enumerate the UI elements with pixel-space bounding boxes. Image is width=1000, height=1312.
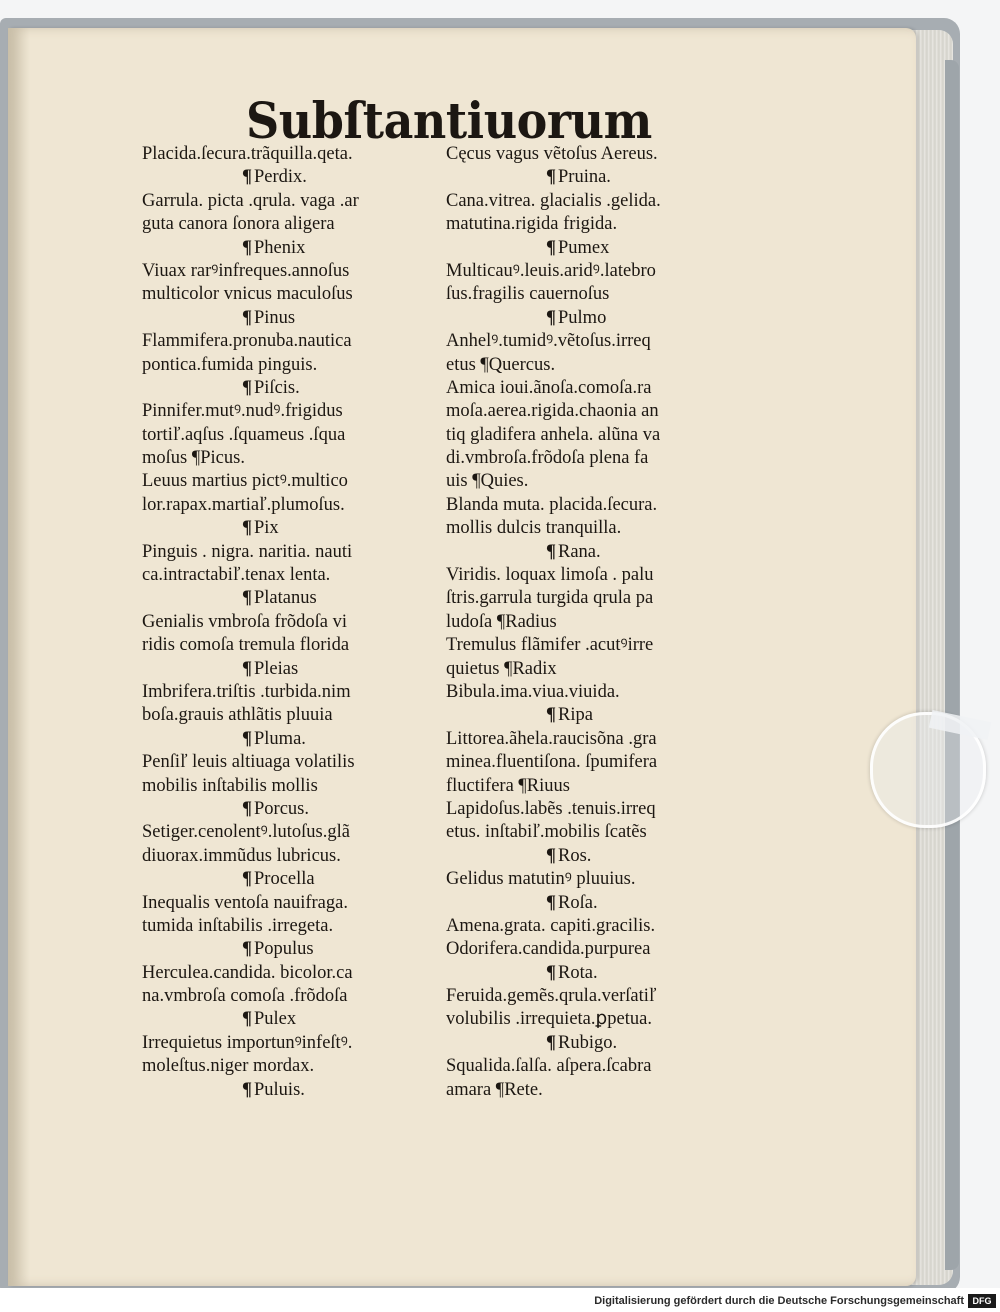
entry-heading: ¶ Piſcis. — [142, 377, 442, 400]
entry-heading: ¶ Platanus — [142, 587, 442, 610]
text-line: ca.intractabiľ.tenax lenta. — [142, 565, 331, 586]
entry-heading: ¶ Puluis. — [142, 1079, 442, 1102]
entry-heading: ¶ Populus — [142, 938, 442, 961]
entry-heading: ¶ Pumex — [446, 237, 736, 260]
text-line: lor.rapax.martiaľ.plumoſus. — [142, 494, 345, 515]
text-line: moſus ¶Picus. — [142, 448, 245, 469]
text-line: moleſtus.niger mordax. — [142, 1056, 315, 1077]
entry-heading: ¶ Rana. — [446, 541, 736, 564]
text-line: Placida.ſecura.trãquilla.qeta. — [142, 144, 353, 164]
entry-heading: ¶ Ros. — [446, 845, 736, 868]
page-heading: Subſtantiuorum — [246, 91, 652, 150]
text-line: Anhelꝰ.tumidꝰ.vẽtoſus.irreq — [446, 331, 651, 352]
left-column — [142, 143, 442, 1102]
text-line: ridis comoſa tremula florida — [142, 635, 350, 656]
text-line: moſa.aerea.rigida.chaonia an — [446, 401, 659, 422]
entry-heading: ¶ Pinus — [142, 307, 442, 330]
entry-heading: ¶ Procella — [142, 868, 442, 891]
text-line: Leuus martius pictꝰ.multico — [142, 471, 348, 492]
entry-heading: ¶ Pulmo — [446, 307, 736, 330]
entry-heading: ¶ Pruina. — [446, 166, 736, 189]
text-line: volubilis .irrequieta.ꝑpetua. — [446, 1009, 652, 1030]
footer-bar — [0, 1288, 1000, 1312]
text-line: Amena.grata. capiti.gracilis. — [446, 915, 656, 936]
entry-heading: ¶ Roſa. — [446, 892, 736, 915]
text-line: ſus.fragilis cauernoſus — [446, 284, 610, 305]
entry-heading: ¶ Pluma. — [142, 728, 442, 751]
text-line: Bibula.ima.viua.viuida. — [446, 681, 620, 702]
text-line: Viridis. loquax limoſa . palu — [446, 565, 654, 586]
entry-heading: ¶ Porcus. — [142, 798, 442, 821]
text-line: Inequalis ventoſa nauifraga. — [142, 892, 348, 913]
text-line: amara ¶Rete. — [446, 1079, 543, 1100]
entry-heading: ¶ Perdix. — [142, 166, 442, 189]
text-line: Gelidus matutinꝰ pluuius. — [446, 869, 636, 890]
entry-heading: ¶ Rota. — [446, 962, 736, 985]
text-line: Tremulus flãmifer .acutꝰirre — [446, 635, 654, 656]
text-line: etus. inſtabiľ.mobilis ſcatẽs — [446, 822, 647, 843]
text-line: tortiľ.aqſus .ſquameus .ſqua — [142, 424, 346, 445]
cover-edge — [945, 60, 959, 1270]
text-line: di.vmbroſa.frõdoſa plena fa — [446, 448, 649, 469]
text-line: Cęcus vagus vẽtoſus Aereus. — [446, 144, 658, 164]
entry-heading: ¶ Phenix — [142, 237, 442, 260]
text-line: Flammifera.pronuba.nautica — [142, 331, 352, 352]
text-line: Multicauꝰ.leuis.aridꝰ.latebro — [446, 260, 656, 281]
text-line: fluctifera ¶Riuus — [446, 775, 570, 796]
text-line: Penſiľ leuis altiuaga volatilis — [142, 752, 355, 773]
text-line: Pinguis . nigra. naritia. nauti — [142, 541, 353, 562]
text-line: na.vmbroſa comoſa .frõdoſa — [142, 986, 348, 1007]
text-line: Amica ioui.ãnoſa.comoſa.ra — [446, 377, 652, 398]
text-line: Lapidoſus.labẽs .tenuis.irreq — [446, 798, 656, 819]
text-line: Littorea.ãhela.raucisõna .gra — [446, 728, 657, 749]
text-line: Cana.vitrea. glacialis .gelida. — [446, 190, 661, 211]
text-line: guta canora ſonora aligera — [142, 214, 335, 235]
text-line: tiq gladifera anhela. alũna va — [446, 424, 661, 445]
text-line: Feruida.gemẽs.qrula.verſatiľ — [446, 986, 657, 1007]
text-line: Garrula. picta .qrula. vaga .ar — [142, 190, 359, 211]
text-line: etus ¶Quercus. — [446, 354, 556, 375]
text-line: Imbrifera.triſtis .turbida.nim — [142, 681, 351, 702]
right-column — [446, 143, 736, 1102]
entry-heading: ¶ Pix — [142, 517, 442, 540]
text-line: quietus ¶Radix — [446, 658, 557, 679]
text-line: Blanda muta. placida.ſecura. — [446, 494, 658, 515]
text-line: multicolor vnicus maculoſus — [142, 284, 353, 305]
text-line: matutina.rigida frigida. — [446, 214, 618, 235]
text-line: mobilis inſtabilis mollis — [142, 775, 318, 796]
page-gutter — [8, 28, 30, 1286]
entry-heading: ¶ Pleias — [142, 658, 442, 681]
text-line: minea.fluentiſona. ſpumifera — [446, 752, 658, 773]
text-line: ludoſa ¶Radius — [446, 611, 557, 632]
text-line: diuorax.immũdus lubricus. — [142, 845, 341, 866]
text-line: Squalida.ſalſa. aſpera.ſcabra — [446, 1056, 652, 1077]
text-line: tumida inſtabilis .irregeta. — [142, 915, 334, 936]
dfg-logo: DFG — [968, 1294, 996, 1308]
text-line: mollis dulcis tranquilla. — [446, 518, 622, 539]
footer-credit: Digitalisierung gefördert durch die Deutsche Forschungsgemeinschaft — [594, 1295, 964, 1307]
entry-heading: ¶ Pulex — [142, 1008, 442, 1031]
text-line: Genialis vmbroſa frõdoſa vi — [142, 611, 347, 632]
text-line: ſtris.garrula turgida qrula pa — [446, 588, 654, 609]
text-line: Viuax rarꝰinfreques.annoſus — [142, 260, 350, 281]
text-line: Pinnifer.mutꝰ.nudꝰ.frigidus — [142, 401, 343, 422]
text-line: pontica.fumida pinguis. — [142, 354, 318, 375]
text-line: Setiger.cenolentꝰ.lutoſus.glã — [142, 822, 350, 843]
text-line: boſa.grauis athlãtis pluuia — [142, 705, 333, 726]
text-line: Herculea.candida. bicolor.ca — [142, 962, 353, 983]
text-line: Irrequietus importunꝰinfeſtꝰ. — [142, 1032, 353, 1053]
entry-heading: ¶ Ripa — [446, 704, 736, 727]
text-line: Odorifera.candida.purpurea — [446, 939, 651, 960]
text-line: uis ¶Quies. — [446, 471, 529, 492]
entry-heading: ¶ Rubigo. — [446, 1032, 736, 1055]
